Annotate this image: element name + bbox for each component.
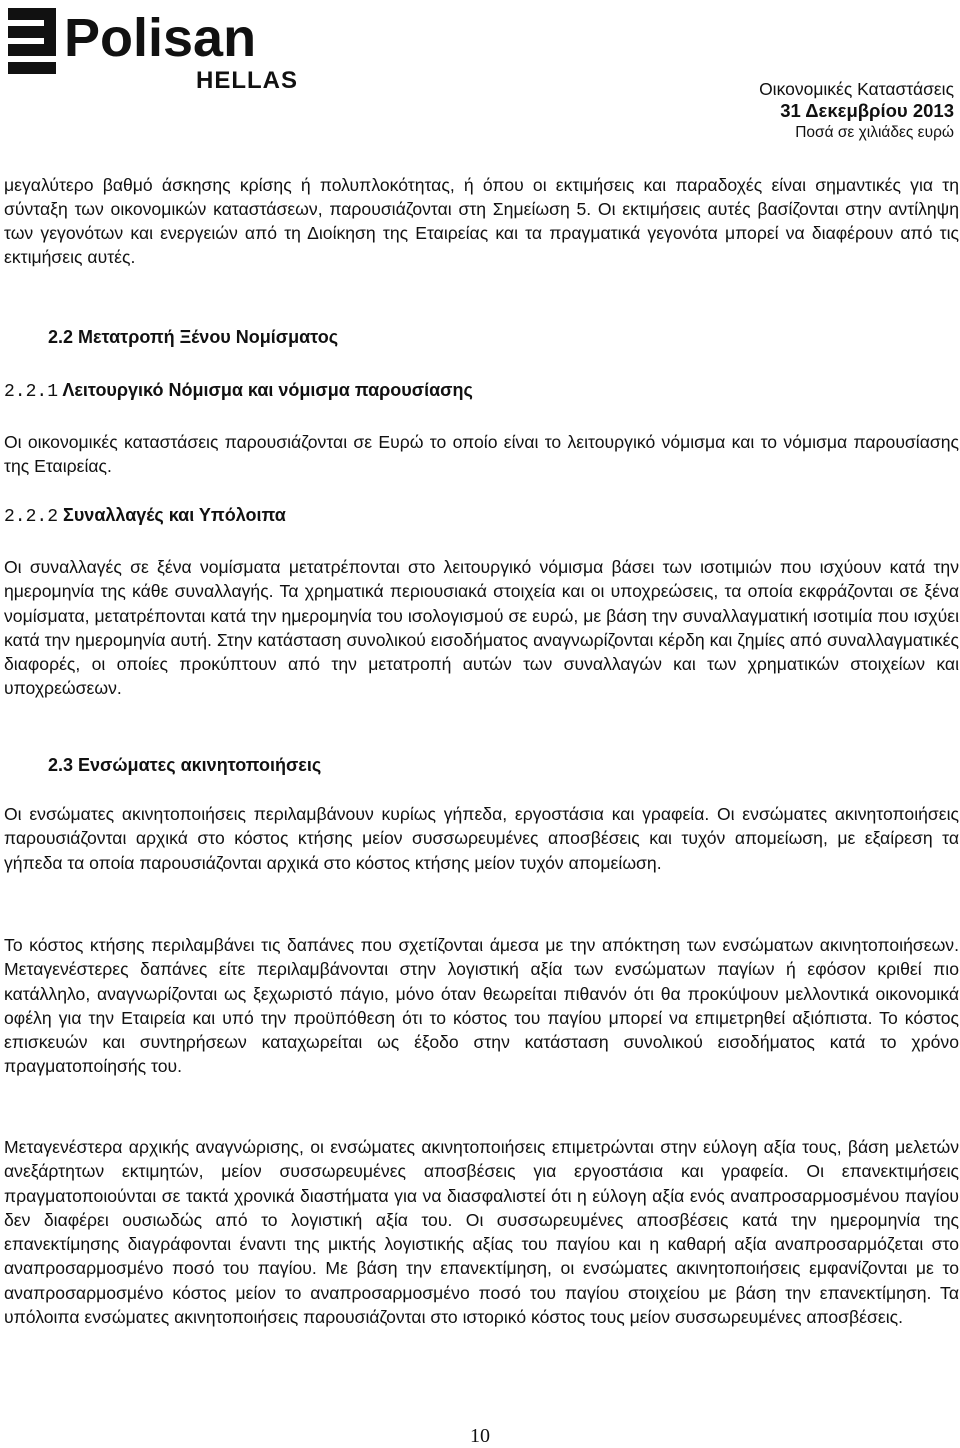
section-2-2-1-title: Λειτουργικό Νόμισμα και νόμισμα παρουσίασης <box>62 380 473 400</box>
section-2-3-paragraph-2: Το κόστος κτήσης περιλαμβάνει τις δαπάνες που σχετίζονται άμεσα με την απόκτηση των ενσώματων ακινητοποιήσεων. Μεταγενέστερες δαπάνες είτε περιλαμβάνονται στην λογιστική αξία των ενσώματων παγίων ή εφόσον κριθεί πιο κατάλληλο, αναγνωρίζονται ως ξεχωριστό πάγιο, μόνο όταν θεωρείται πιθανόν ότι θα προκύψουν μελλοντικά οικονομικά οφέλη για την Εταιρεία και υπό την προϋπόθεση ότι το κόστος του παγίου μπορεί να επιμετρηθεί αξιόπιστα. Το κόστος επισκευών και συντηρήσεων καταχωρείται ως έξοδο στην κατάσταση συνολικού εισοδήματος κατά το χρόνο πραγματοποίησής του. <box>4 935 959 1077</box>
section-2-3-paragraph-3: Μεταγενέστερα αρχικής αναγνώρισης, οι ενσώματες ακινητοποιήσεις επιμετρώνται στην εύλογη αξία τους, βάση μελετών ανεξάρτητων εκτιμητών, μείον συσσωρευμένες αποσβέσεις για εργοστάσια και γραφεία. Οι επανεκτιμήσεις πραγματοποιούνται σε τακτά χρονικά διαστήματα για να διασφαλιστεί ότι η εύλογη αξία ενός αναπροσαρμοσμένου παγίου δεν διαφέρει ουσιωδώς από το λογιστική αξία του. Οι συσσωρευμένες αποσβέσεις κατά την ημερομηνία της επανεκτίμησης διαγράφονται έναντι της μικτής λογιστικής αξίας του παγίου και η καθαρή αξία αναπροσαρμόζεται στο αναπροσαρμοσμένο ποσό του παγίου. Με βάση την επανεκτίμηση, οι ενσώματες ακινητοποιήσεις εμφανίζονται με το αναπροσαρμοσμένο κόστος μείον το αναπροσαρμοσμένο ποσό του παγίου στοιχείου με βάση την επανεκτίμηση. Τα υπόλοιπα ενσώματες ακινητοποιήσεις παρουσιάζονται στο ιστορικό κόστος τους μείον συσσωρευμένες αποσβέσεις. <box>4 1137 959 1328</box>
section-2-3-paragraph-1: Οι ενσώματες ακινητοποιήσεις περιλαμβάνουν κυρίως γήπεδα, εργοστάσια και γραφεία. Οι ενσώματες ακινητοποιήσεις παρουσιάζονται αρχικά στο κόστος κτήσης μείον συσσωρευμένες αποσβέσεις και τυχόν απομείωση, με εξαίρεση τα γήπεδα τα οποία παρουσιάζονται αρχικά στο κόστος κτήσης μείον τυχόν απομείωση. <box>4 804 959 873</box>
section-2-2-2-number: 2.2.2 <box>4 507 59 527</box>
header-units: Ποσά σε χιλιάδες ευρώ <box>795 124 954 141</box>
section-2-2-1-heading <box>4 380 473 402</box>
section-2-2-2-body: Οι συναλλαγές σε ξένα νομίσματα μετατρέπονται στο λειτουργικό νόμισμα βάσει των ισοτιμιών που ισχύουν κατά την ημερομηνία της κάθε συναλλαγής. Τα χρηματικά περιουσιακά στοιχεία και οι υποχρεώσεις, τα οποία εκφράζονται σε ξένα νομίσματα, μετατρέπονται κατά την ημερομηνία του ισολογισμού σε ευρώ, με βάση την συναλλαγματική ισοτιμία που ισχύει κατά την ημερομηνία αυτή. Στην κατάσταση συνολικού εισοδήματος αναγνωρίζονται κέρδη και ζημίες από συναλλαγματικές διαφορές, οι οποίες προκύπτουν από την μετατροπή αυτών των συναλλαγών και των χρηματικών στοιχείων και υποχρεώσεων. <box>4 557 959 699</box>
section-2-2-1-number: 2.2.1 <box>4 382 59 402</box>
intro-paragraph: μεγαλύτερο βαθμό άσκησης κρίσης ή πολυπλοκότητας, ή όπου οι εκτιμήσεις και παραδοχές είναι σημαντικές για τη σύνταξη των οικονομικών καταστάσεων, παρουσιάζονται στη Σημείωση 5. Οι εκτιμήσεις αυτές βασίζονται στην αντίληψη των γεγονότων και ενεργειών από τη Διοίκηση της Εταιρείας και τα πραγματικά γεγονότα μπορεί να διαφέρουν από τις εκτιμήσεις αυτές. <box>4 175 959 267</box>
header-date: 31 Δεκεμβρίου 2013 <box>780 100 954 121</box>
section-2-2-1-body: Οι οικονομικές καταστάσεις παρουσιάζονται σε Ευρώ το οποίο είναι το λειτουργικό νόμισμα και το νόμισμα παρουσίασης της Εταιρείας. <box>4 432 959 476</box>
logo-subtitle: HELLAS <box>196 67 298 94</box>
document-header <box>759 78 954 144</box>
polisan-hellas-logo <box>6 4 306 96</box>
section-2-2-2-heading <box>4 505 286 527</box>
section-2-2-heading: 2.2 Μετατροπή Ξένου Νομίσματος <box>48 327 339 347</box>
page-number: 10 <box>470 1425 490 1447</box>
section-2-2-2-title: Συναλλαγές και Υπόλοιπα <box>63 505 286 525</box>
logo-wordmark: Polisan <box>64 8 257 68</box>
header-title: Οικονομικές Καταστάσεις <box>759 79 954 99</box>
logo-symbol-icon <box>8 8 56 74</box>
section-2-3-heading: 2.3 Ενσώματες ακινητοποιήσεις <box>48 755 322 775</box>
